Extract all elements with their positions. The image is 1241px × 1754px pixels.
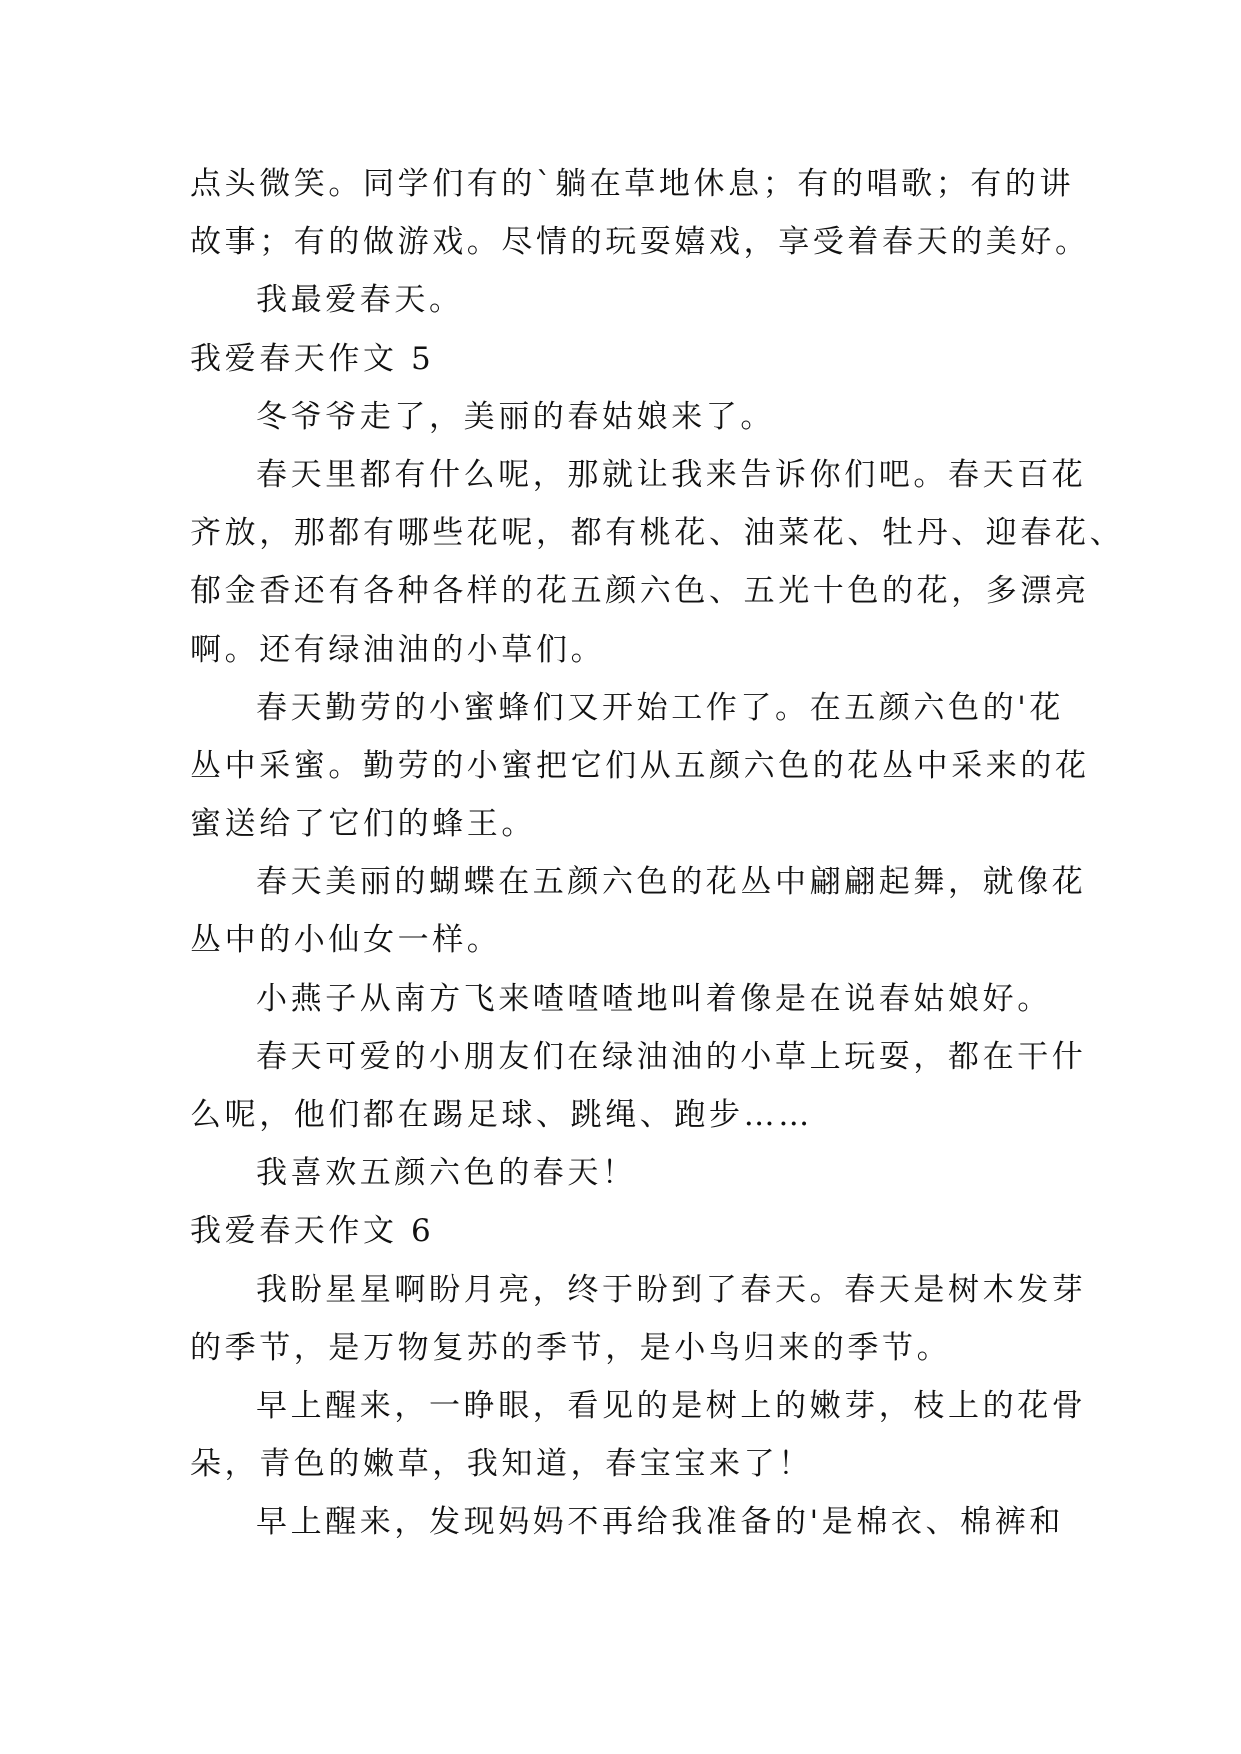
text-line: 的季节，是万物复苏的季节，是小鸟归来的季节。 <box>190 1329 952 1366</box>
text-line: 丛中的小仙女一样。 <box>190 922 502 959</box>
text-line: 么呢，他们都在踢足球、跳绳、跑步…… <box>190 1097 813 1133</box>
text-line: 朵，青色的嫩草，我知道，春宝宝来了！ <box>190 1446 813 1483</box>
text-line: 早上醒来，一睁眼，看见的是树上的嫩芽，枝上的花骨 <box>256 1387 1087 1424</box>
section-heading: 我爱春天作文 6 <box>190 1213 435 1250</box>
text-line: 故事；有的做游戏。尽情的玩耍嬉戏，享受着春天的美好。 <box>190 224 1090 261</box>
text-line: 点头微笑。同学们有的`躺在草地休息；有的唱歌；有的讲 <box>190 166 1075 202</box>
text-line: 冬爷爷走了，美丽的春姑娘来了。 <box>256 398 775 435</box>
text-line: 春天里都有什么呢，那就让我来告诉你们吧。春天百花 <box>256 456 1087 493</box>
text-line: 春天美丽的蝴蝶在五颜六色的花丛中翩翩起舞，就像花 <box>256 864 1087 901</box>
text-line: 丛中采蜜。勤劳的小蜜把它们从五颜六色的花丛中采来的花 <box>190 747 1090 784</box>
text-line: 齐放，那都有哪些花呢，都有桃花、油菜花、牡丹、迎春花、 <box>190 515 1125 552</box>
text-line: 小燕子从南方飞来喳喳喳地叫着像是在说春姑娘好。 <box>256 980 1052 1017</box>
text-line: 春天勤劳的小蜜蜂们又开始工作了。在五颜六色的'花 <box>256 689 1064 726</box>
text-line: 啊。还有绿油油的小草们。 <box>190 631 606 668</box>
document-body <box>190 155 1125 1552</box>
text-line: 我盼星星啊盼月亮，终于盼到了春天。春天是树木发芽 <box>256 1271 1087 1308</box>
text-line: 郁金香还有各种各样的花五颜六色、五光十色的花，多漂亮 <box>190 573 1090 610</box>
text-line: 早上醒来，发现妈妈不再给我准备的'是棉衣、棉裤和 <box>256 1504 1064 1541</box>
text-line: 我喜欢五颜六色的春天！ <box>256 1155 637 1192</box>
text-line: 春天可爱的小朋友们在绿油油的小草上玩耍，都在干什 <box>256 1038 1087 1075</box>
section-heading: 我爱春天作文 5 <box>190 340 435 377</box>
text-line: 蜜送给了它们的蜂王。 <box>190 806 536 843</box>
text-line: 我最爱春天。 <box>256 282 464 319</box>
